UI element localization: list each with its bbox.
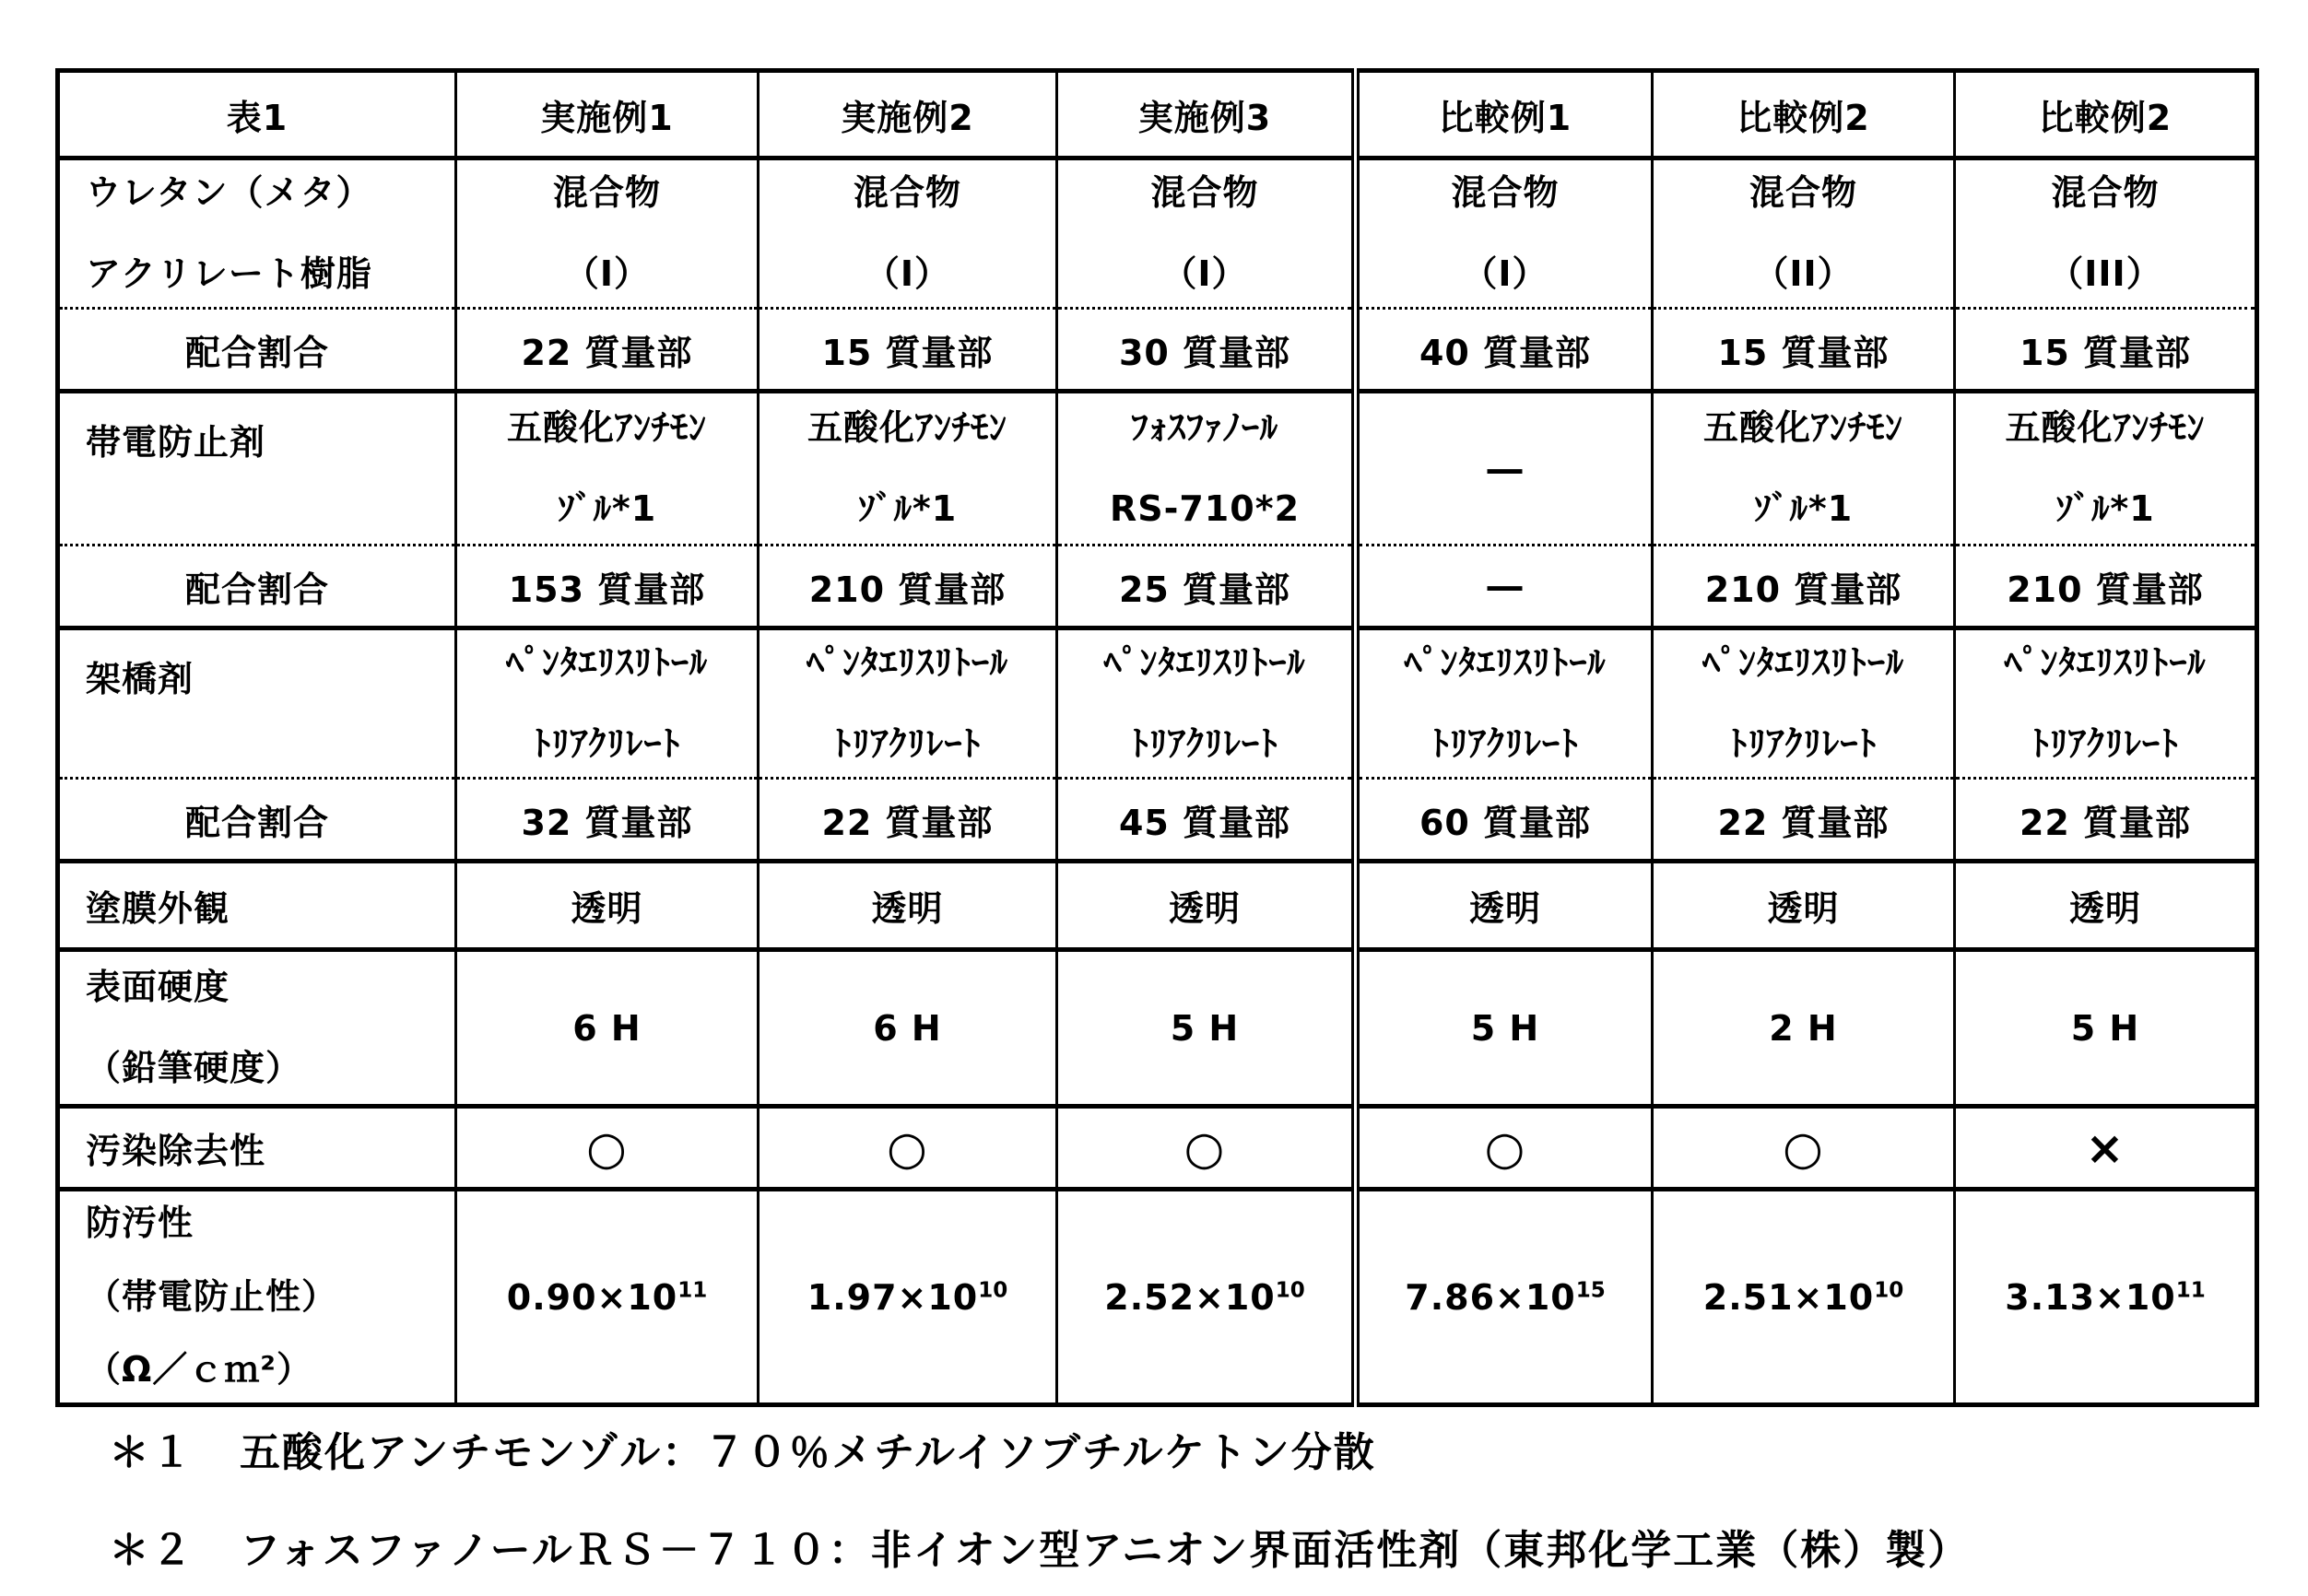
cell-value: 5 H [1170,1007,1240,1049]
column-header: 比較例1 [1438,97,1572,138]
cell-value: 透明 [571,888,643,929]
footnote-2 [109,1517,1970,1576]
text-line: 混合物 [853,171,961,213]
text-line: ﾄﾘｱｸﾘﾚｰﾄ [1431,722,1579,764]
resin-ex1-cell [456,158,759,309]
cell-lines [760,641,1055,764]
text-line: 表面硬度 [86,966,230,1007]
crosslinker-ratio-ex3-cell [1057,779,1356,862]
mantissa: 2.52×10 [1104,1276,1276,1318]
appearance-row [58,862,2257,950]
footnotes [109,1419,1970,1576]
hardness-comp2-cell [1653,950,1955,1107]
hardness-row [58,950,2257,1107]
cell-value: 15 質量部 [2019,332,2192,373]
cell-value: 透明 [2068,888,2141,929]
text-line: ﾍﾟﾝﾀｴﾘｽﾘﾄｰﾙ [505,641,708,683]
text-line: ﾄﾘｱｸﾘﾚｰﾄ [533,722,681,764]
resin-ratio-row [58,309,2257,392]
stain-removal-ex3-cell [1057,1107,1356,1190]
cell-value: 40 質量部 [1419,332,1592,373]
cell-value: 透明 [871,888,944,929]
text-line: アクリレート樹脂 [86,252,372,294]
cell-value: 6 H [572,1007,642,1049]
text-line: ﾄﾘｱｸﾘﾚｰﾄ [833,722,982,764]
crosslinker-ratio-label-cell [58,779,456,862]
column-header: 実施例1 [540,97,674,138]
row-label: 架橋剤 [86,659,194,699]
text-line: RS-710*2 [1109,487,1301,529]
header-comparative2-cell [1653,71,1955,158]
antistatic-comp1-cell [1356,392,1653,546]
resistivity-value [1104,1277,1305,1318]
text-line: 混合物 [1749,171,1857,213]
row-label: 帯電防止剤 [86,422,266,463]
crosslinker-comp2-cell [1653,628,1955,779]
crosslinker-ratio-comp2b-cell [1955,779,2257,862]
result-mark: ○ [586,1121,628,1175]
cell-lines [86,171,454,294]
crosslinker-row [58,628,2257,779]
antistatic-ratio-label-cell [58,546,456,628]
cell-value: 5 H [2070,1007,2140,1049]
crosslinker-ratio-row [58,779,2257,862]
exponent: 10 [1275,1277,1305,1302]
cell-value: 25 質量部 [1118,569,1291,610]
column-header: 比較例2 [2038,97,2173,138]
text-line: （鉛筆硬度） [86,1047,302,1088]
mantissa: 2.51×10 [1702,1276,1875,1318]
resin-comp1-cell [1356,158,1653,309]
text-line: ﾌｫｽﾌｧﾉｰﾙ [1130,406,1278,448]
antistatic-label-cell [58,392,456,546]
resistivity-value [1405,1277,1606,1318]
resin-row [58,158,2257,309]
cell-value: 32 質量部 [521,802,693,843]
text-line: 混合物 [552,171,661,213]
cell-lines [1058,406,1351,529]
resistivity-value [1703,1277,1904,1318]
text-line: ﾄﾘｱｸﾘﾚｰﾄ [2031,722,2179,764]
antifouling-ex3-cell [1057,1190,1356,1405]
exponent: 10 [978,1277,1008,1302]
stain-removal-comp1-cell [1356,1107,1653,1190]
text-line: 混合物 [1451,171,1560,213]
hardness-comp2b-cell [1955,950,2257,1107]
text-line: ｿﾞﾙ*1 [2055,487,2155,529]
hardness-ex1-cell [456,950,759,1107]
antifouling-ex2-cell [759,1190,1057,1405]
cell-lines [1956,641,2255,764]
cell-lines [86,966,454,1088]
antistatic-ratio-ex2-cell [759,546,1057,628]
antistatic-ratio-comp1-cell [1356,546,1653,628]
appearance-ex2-cell [759,862,1057,950]
header-row [58,71,2257,158]
result-mark: ○ [1183,1121,1226,1175]
mantissa: 3.13×10 [2005,1276,2176,1318]
antistatic-ratio-row [58,546,2257,628]
crosslinker-ex3-cell [1057,628,1356,779]
antistatic-comp2b-cell [1955,392,2257,546]
crosslinker-ratio-comp1-cell [1356,779,1653,862]
cell-lines [1956,171,2255,294]
antifouling-label-cell [58,1190,456,1405]
resin-comp2b-cell [1955,158,2257,309]
text-line: （Ω／ｃｍ²） [86,1349,312,1391]
hardness-label-cell [58,950,456,1107]
exponent: 11 [2175,1277,2206,1302]
cell-value: 透明 [1168,888,1241,929]
exponent: 15 [1575,1277,1606,1302]
resin-ratio-ex1-cell [456,309,759,392]
footnote-1 [109,1419,1970,1478]
cell-value: 210 質量部 [1704,569,1902,610]
header-comparative2b-cell [1955,71,2257,158]
text-line: ﾄﾘｱｸﾘﾚｰﾄ [1130,722,1278,764]
resin-label-cell [58,158,456,309]
cell-value: 5 H [1470,1007,1540,1049]
antistatic-ratio-comp2b-cell [1955,546,2257,628]
row-label: 配合割合 [184,569,329,610]
text-line: （I） [1462,252,1548,294]
footnote-text: 五酸化アンチモンゾル：７０％メチルイソブチルケトン分散 [240,1429,1376,1476]
header-example3-cell [1057,71,1356,158]
crosslinker-ratio-ex1-cell [456,779,759,862]
cell-value: 210 質量部 [2007,569,2204,610]
footnote-marker: ＊１ [109,1429,194,1476]
text-line: （I） [864,252,951,294]
text-line: 混合物 [1150,171,1259,213]
result-mark: ○ [887,1121,928,1175]
crosslinker-ratio-ex2-cell [759,779,1057,862]
text-line: ﾍﾟﾝﾀｴﾘｽﾘﾄｰﾙ [1103,641,1306,683]
stain-removal-comp2-cell [1653,1107,1955,1190]
cell-value: 22 質量部 [2019,802,2192,843]
stain-removal-row [58,1107,2257,1190]
cell-lines [1360,171,1651,294]
appearance-ex3-cell [1057,862,1356,950]
crosslinker-comp2b-cell [1955,628,2257,779]
antifouling-comp1-cell [1356,1190,1653,1405]
text-line: ﾍﾟﾝﾀｴﾘｽﾘﾄｰﾙ [806,641,1008,683]
footnote-marker: ＊２ [109,1527,194,1574]
cell-lines [1654,171,1953,294]
cell-value: 6 H [873,1007,942,1049]
cell-lines [457,406,757,529]
cell-value: 15 質量部 [1717,332,1890,373]
row-label: 汚染除去性 [86,1131,266,1171]
cell-lines [86,1202,454,1391]
text-line: ウレタン（メタ） [86,171,372,213]
resin-ratio-comp2b-cell [1955,309,2257,392]
header-example2-cell [759,71,1057,158]
resin-ex3-cell [1057,158,1356,309]
resin-ratio-ex2-cell [759,309,1057,392]
text-line: 五酸化ｱﾝﾁﾓﾝ [807,406,1007,448]
text-line: ﾄﾘｱｸﾘﾚｰﾄ [1729,722,1878,764]
antistatic-ex3-cell [1057,392,1356,546]
antifouling-comp2b-cell [1955,1190,2257,1405]
stain-removal-ex1-cell [456,1107,759,1190]
cell-value: 透明 [1468,888,1541,929]
crosslinker-ratio-comp2-cell [1653,779,1955,862]
text-line: ﾍﾟﾝﾀｴﾘｽﾘﾄｰﾙ [2004,641,2207,683]
hardness-ex3-cell [1057,950,1356,1107]
appearance-label-cell [58,862,456,950]
text-line: （II） [1753,252,1854,294]
crosslinker-label-cell [58,628,456,779]
antistatic-ratio-ex3-cell [1057,546,1356,628]
cell-value: 153 質量部 [508,569,706,610]
cell-lines [457,641,757,764]
text-line: 防汚性 [86,1202,194,1243]
cell-value: 60 質量部 [1419,802,1592,843]
resin-comp2-cell [1653,158,1955,309]
column-header: 実施例3 [1137,97,1272,138]
cell-lines [1360,641,1651,764]
appearance-ex1-cell [456,862,759,950]
footnote-text: フォスファノールＲＳ－７１０：非イオン型アニオン界面活性剤（東邦化学工業（株）製） [240,1527,1971,1574]
resin-ratio-label-cell [58,309,456,392]
text-line: （I） [1161,252,1248,294]
antifouling-row [58,1190,2257,1405]
cell-value: 2 H [1769,1007,1838,1049]
cell-lines [1654,406,1953,529]
cell-value: 透明 [1767,888,1840,929]
header-example1-cell [456,71,759,158]
table-title: 表1 [226,97,288,138]
mantissa: 0.90×10 [506,1276,678,1318]
text-line: 五酸化ｱﾝﾁﾓﾝ [1702,406,1903,448]
resistivity-value [2005,1277,2206,1318]
antifouling-comp2-cell [1653,1190,1955,1405]
row-label: 配合割合 [184,332,329,373]
resistivity-value [507,1277,708,1318]
text-line: 混合物 [2051,171,2160,213]
mantissa: 7.86×10 [1405,1276,1576,1318]
mantissa: 1.97×10 [807,1276,979,1318]
appearance-comp2b-cell [1955,862,2257,950]
stain-removal-ex2-cell [759,1107,1057,1190]
cell-lines [1654,641,1953,764]
cell-value: 210 質量部 [808,569,1007,610]
resin-ex2-cell [759,158,1057,309]
result-mark: ○ [1783,1121,1824,1175]
text-line: （帯電防止性） [86,1275,338,1317]
row-label: 配合割合 [184,802,329,843]
text-line: ｿﾞﾙ*1 [857,487,958,529]
antifouling-ex1-cell [456,1190,759,1405]
table-1 [55,68,2259,1407]
hardness-ex2-cell [759,950,1057,1107]
crosslinker-comp1-cell [1356,628,1653,779]
row-label: 塗膜外観 [86,888,230,929]
cell-value: 45 質量部 [1118,802,1291,843]
cell-lines [1956,406,2255,529]
text-line: ﾍﾟﾝﾀｴﾘｽﾘﾄｰﾙ [1702,641,1904,683]
cell-value: 22 質量部 [521,332,693,373]
resistivity-value [807,1277,1008,1318]
cell-lines [1058,641,1351,764]
cell-lines [457,171,757,294]
cell-value: 22 質量部 [1717,802,1890,843]
stain-removal-label-cell [58,1107,456,1190]
cell-lines [1058,171,1351,294]
cell-value: 30 質量部 [1118,332,1291,373]
crosslinker-ex2-cell [759,628,1057,779]
result-mark: × [2085,1121,2125,1175]
antistatic-row [58,392,2257,546]
resin-ratio-comp2-cell [1653,309,1955,392]
antistatic-ex1-cell [456,392,759,546]
cell-value: ― [1487,566,1524,606]
cell-lines [760,406,1055,529]
text-line: ｿﾞﾙ*1 [557,487,657,529]
result-mark: ○ [1484,1121,1526,1175]
exponent: 10 [1874,1277,1904,1302]
text-line: ｿﾞﾙ*1 [1753,487,1854,529]
text-line: （III） [2048,252,2162,294]
hardness-comp1-cell [1356,950,1653,1107]
text-line: ﾍﾟﾝﾀｴﾘｽﾘﾄｰﾙ [1404,641,1607,683]
antistatic-ratio-comp2-cell [1653,546,1955,628]
appearance-comp1-cell [1356,862,1653,950]
text-line: （I） [563,252,651,294]
text-line: 五酸化ｱﾝﾁﾓﾝ [506,406,707,448]
cell-value: 15 質量部 [821,332,994,373]
text-line: 五酸化ｱﾝﾁﾓﾝ [2005,406,2206,448]
stain-removal-comp2b-cell [1955,1107,2257,1190]
cell-value: 22 質量部 [821,802,994,843]
column-header: 比較例2 [1737,97,1870,138]
table-title-cell [58,71,456,158]
antistatic-ratio-ex1-cell [456,546,759,628]
crosslinker-ex1-cell [456,628,759,779]
header-comparative1-cell [1356,71,1653,158]
exponent: 11 [677,1277,708,1302]
cell-value: ― [1487,448,1524,489]
column-header: 実施例2 [841,97,974,138]
antistatic-ex2-cell [759,392,1057,546]
resin-ratio-comp1-cell [1356,309,1653,392]
antistatic-comp2-cell [1653,392,1955,546]
resin-ratio-ex3-cell [1057,309,1356,392]
cell-lines [760,171,1055,294]
appearance-comp2-cell [1653,862,1955,950]
